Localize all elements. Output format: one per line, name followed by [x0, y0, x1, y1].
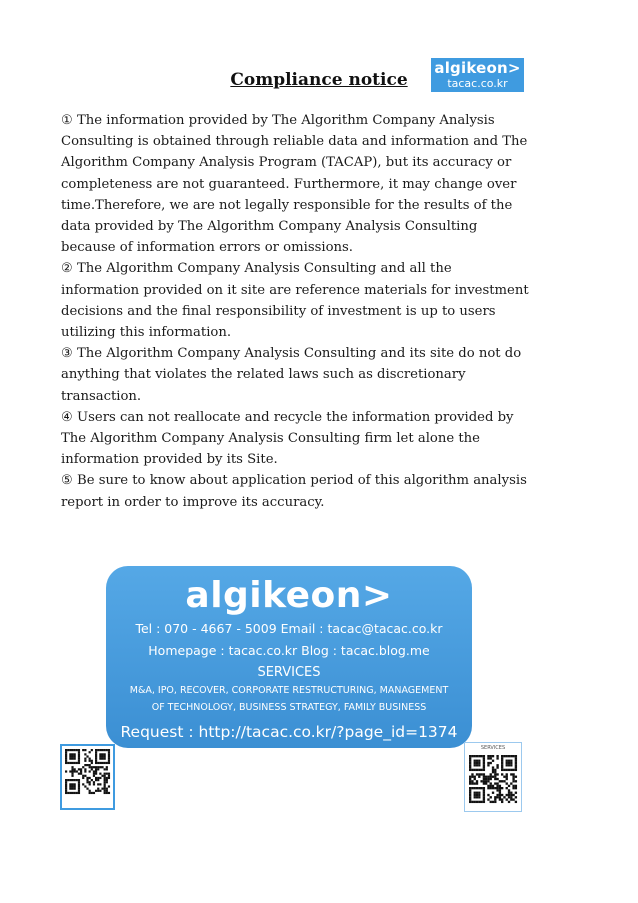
card-brand-logo: algikeon>: [185, 575, 393, 616]
request-link[interactable]: Request : http://tacac.co.kr/?page_id=1374: [120, 723, 458, 741]
logo-url-text: tacac.co.kr: [447, 77, 508, 90]
qr-code-icon: [465, 751, 521, 811]
qr-code-icon: [62, 746, 113, 808]
notice-item: ③ The Algorithm Company Analysis Consulting and its site do not do anything that violates the related laws such as discretionary transaction.: [61, 346, 522, 404]
contact-card: [106, 566, 472, 748]
qr-caption: SERVICES: [480, 745, 506, 751]
services-title: SERVICES: [257, 665, 321, 680]
notice-item: ① The information provided by The Algorithm Company Analysis Consulting is obtained through reliable data and information and The Algorithm Company Analysis Program (TACAP), but its accuracy or completeness are not guaranteed. Furthermore, it may change over time.Therefore, we are not legally responsible for the results of the data provided by The Algorithm Company Analysis Consulting because of information errors or omissions.: [61, 113, 528, 256]
contact-line: Tel : 070 - 4667 - 5009 Email : tacac@tacac.co.kr: [135, 621, 443, 636]
logo-brand-text: algikeon>: [434, 59, 521, 77]
page-title: Compliance notice: [230, 70, 408, 90]
web-line: Homepage : tacac.co.kr Blog : tacac.blog.me: [148, 643, 430, 658]
notice-list: [61, 110, 531, 513]
qr-code-left: [60, 744, 115, 810]
notice-item: ⑤ Be sure to know about application period of this algorithm analysis report in order to improve its accuracy.: [61, 473, 527, 510]
notice-item: ④ Users can not reallocate and recycle the information provided by The Algorithm Company Analysis Consulting firm let alone the information provided by its Site.: [61, 409, 514, 468]
services-list: M&A, IPO, RECOVER, CORPORATE RESTRUCTURING, MANAGEMENT OF TECHNOLOGY, BUSINESS STRATEGY, FAMILY BUSINESS: [129, 685, 449, 713]
notice-item: ② The Algorithm Company Analysis Consulting and all the information provided on it site are reference materials for investment decisions and the final responsibility of investment is up to users utilizing this information.: [61, 261, 529, 341]
qr-code-right: [464, 742, 522, 812]
